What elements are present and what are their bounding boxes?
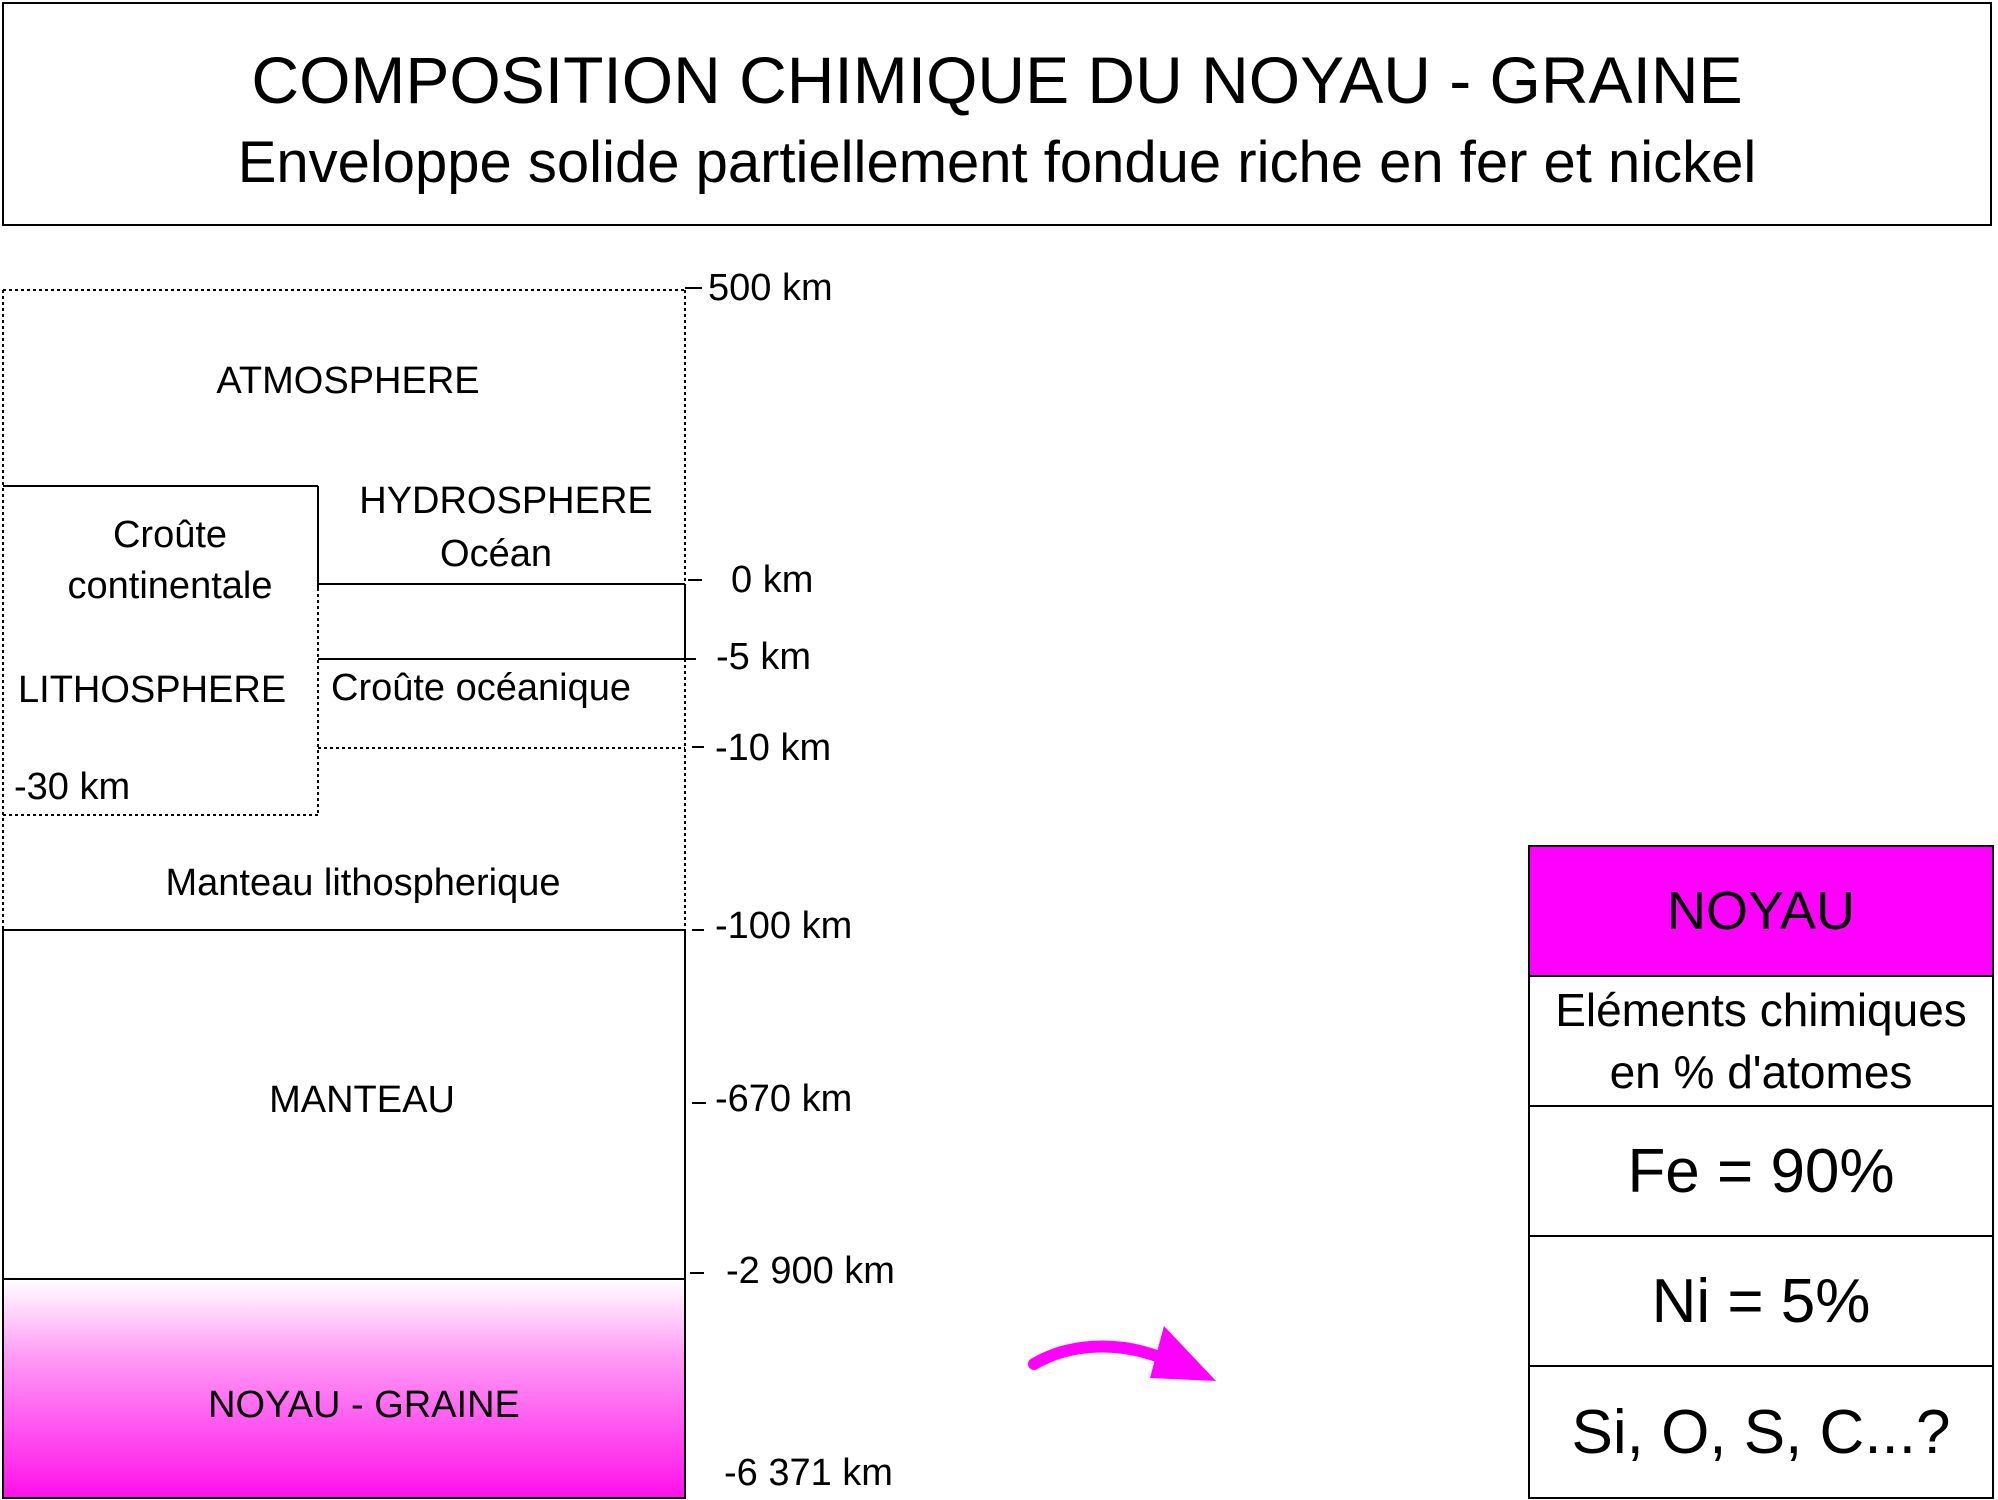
panel-subtitle-line-1: Eléments chimiques <box>1555 984 1967 1036</box>
scale-label-minus-670km: -670 km <box>715 1078 853 1120</box>
scale-label-minus-5km: -5 km <box>716 636 811 678</box>
label-croute-oceanique: Croûte océanique <box>331 667 631 709</box>
label-depth-30km: -30 km <box>14 766 131 808</box>
page-title: COMPOSITION CHIMIQUE DU NOYAU - GRAINE <box>251 43 1743 117</box>
panel-subtitle-line-2: en % d'atomes <box>1609 1046 1913 1098</box>
label-croute-continentale-1: Croûte <box>112 514 228 556</box>
element-row-fe: Fe = 90% <box>1530 1107 1992 1237</box>
composition-panel <box>1528 845 1994 1499</box>
element-row-ni: Ni = 5% <box>1530 1237 1992 1367</box>
element-row-others: Si, O, S, C...? <box>1571 1397 1951 1467</box>
label-hydrosphere: HYDROSPHERE <box>359 480 653 522</box>
scale-label-minus-2900km: -2 900 km <box>726 1250 895 1292</box>
panel-title: NOYAU <box>1530 847 1992 977</box>
label-manteau: MANTEAU <box>269 1079 455 1121</box>
label-ocean: Océan <box>440 533 552 575</box>
panel-subtitle <box>1530 977 1992 1107</box>
page-subtitle: Enveloppe solide partiellement fondue riche en fer et nickel <box>237 130 1757 195</box>
label-atmosphere: ATMOSPHERE <box>216 360 480 402</box>
curved-arrow-icon <box>1034 1326 1216 1381</box>
scale-label-0km: 0 km <box>731 559 814 601</box>
label-noyau-graine: NOYAU - GRAINE <box>208 1384 520 1426</box>
scale-label-minus-100km: -100 km <box>715 905 853 947</box>
scale-label-minus-6371km: -6 371 km <box>724 1452 893 1494</box>
label-manteau-lithospherique: Manteau lithospherique <box>165 862 561 904</box>
label-lithosphere: LITHOSPHERE <box>18 669 287 711</box>
scale-ticks <box>685 288 706 1273</box>
scale-label-500km: 500 km <box>708 267 833 309</box>
label-croute-continentale-2: continentale <box>67 565 273 607</box>
scale-label-minus-10km: -10 km <box>715 727 832 769</box>
